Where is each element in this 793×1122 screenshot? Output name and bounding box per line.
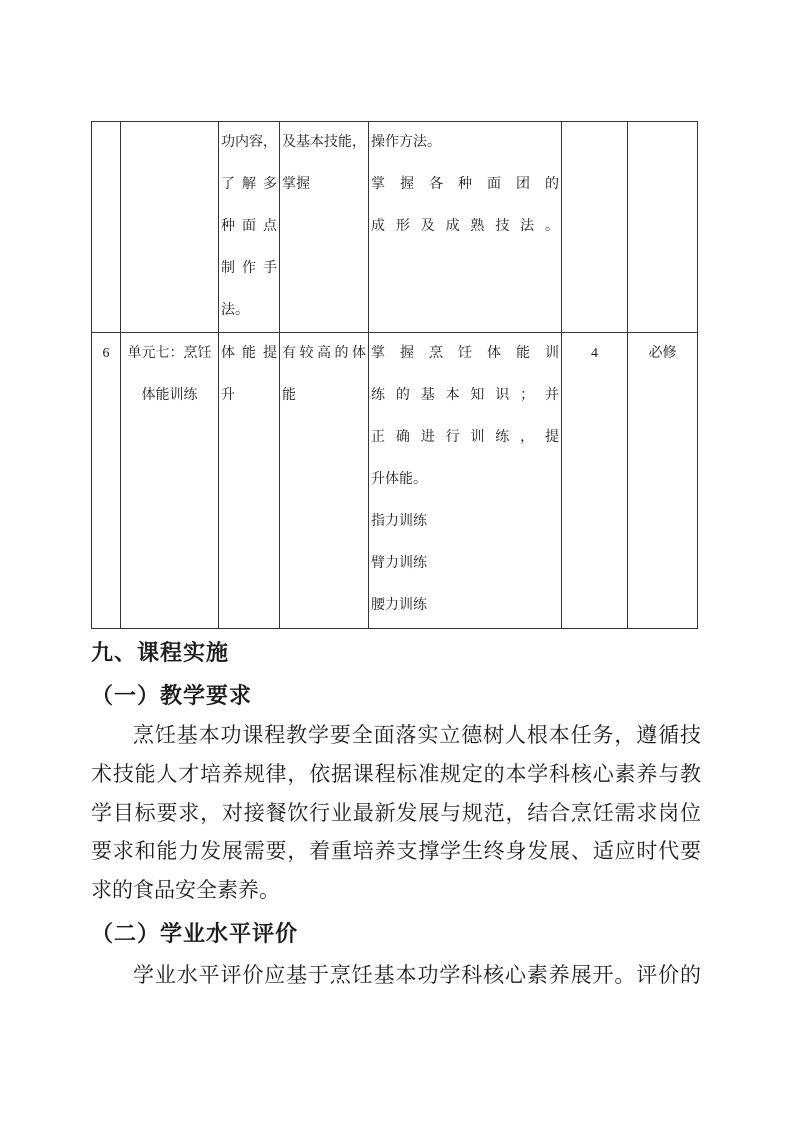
section-heading-implementation: 九、课程实施 bbox=[91, 640, 230, 665]
cell-line: 法。 bbox=[221, 303, 249, 318]
cell-line: 升体能。 bbox=[371, 472, 427, 487]
paragraph-teaching-requirements bbox=[91, 716, 701, 910]
cell-seq bbox=[92, 333, 121, 629]
cell-requirement-cont bbox=[280, 122, 369, 333]
cell-line: 成形及成熟技法。 bbox=[371, 219, 559, 234]
cell-line: 体能提 bbox=[221, 346, 277, 361]
paragraph-academic-evaluation bbox=[91, 956, 701, 995]
cell-line: 能 bbox=[282, 388, 296, 403]
cell-line: 了解多 bbox=[221, 177, 277, 192]
cell-line: 升 bbox=[221, 388, 235, 403]
cell-line: 臂力训练 bbox=[371, 556, 427, 571]
subheading-academic-evaluation: （二）学业水平评价 bbox=[91, 921, 299, 946]
table-row-unit7 bbox=[92, 333, 698, 629]
cell-line: 有较高的体 bbox=[282, 346, 366, 361]
cell-content bbox=[369, 333, 562, 629]
paragraph-line: 烹饪基本功课程教学要全面落实立德树人根本任务，遵循技 bbox=[133, 723, 701, 747]
table-row-continuation bbox=[92, 122, 698, 333]
paragraph-line: 学业水平评价应基于烹饪基本功学科核心素养展开。评价的 bbox=[133, 963, 701, 987]
paragraph-line: 要求和能力发展需要，着重培养支撑学生终身发展、适应时代要 bbox=[91, 839, 701, 864]
cell-unit-empty bbox=[121, 122, 219, 333]
cell-type-empty bbox=[628, 122, 698, 333]
cell-line: 腰力训练 bbox=[371, 598, 427, 613]
paragraph-line: 术技能人才培养规律，依据课程标准规定的本学科核心素养与教 bbox=[91, 761, 701, 786]
cell-line: 操作方法。 bbox=[371, 135, 441, 150]
paragraph-line: 学目标要求，对接餐饮行业最新发展与规范，结合烹饪需求岗位 bbox=[91, 800, 701, 825]
cell-content-cont bbox=[369, 122, 562, 333]
cell-line: 练的基本知识；并 bbox=[371, 388, 559, 403]
cell-line: 功内容， bbox=[221, 135, 277, 150]
cell-unit-name bbox=[121, 333, 219, 629]
cell-hours-empty bbox=[562, 122, 628, 333]
curriculum-table bbox=[91, 121, 698, 629]
cell-line: 掌握烹饪体能训 bbox=[371, 346, 559, 361]
cell-line: 6 bbox=[102, 346, 110, 361]
paragraph-line: 求的食品安全素养。 bbox=[91, 878, 280, 903]
cell-hours bbox=[562, 333, 628, 629]
cell-line: 体能训练 bbox=[141, 388, 198, 403]
cell-requirement bbox=[280, 333, 369, 629]
cell-objective-cont bbox=[219, 122, 280, 333]
cell-seq-empty bbox=[92, 122, 121, 333]
cell-line: 指力训练 bbox=[371, 514, 427, 529]
cell-line: 及基本技能， bbox=[282, 135, 366, 150]
cell-line: 正确进行训练，提 bbox=[371, 430, 559, 445]
cell-line: 4 bbox=[591, 346, 598, 361]
cell-objective bbox=[219, 333, 280, 629]
cell-line: 必修 bbox=[648, 346, 677, 361]
cell-line: 掌握各种面团的 bbox=[371, 177, 559, 192]
cell-line: 制作手 bbox=[221, 261, 277, 276]
cell-type bbox=[628, 333, 698, 629]
cell-line: 掌握 bbox=[282, 177, 310, 192]
subheading-teaching-requirements: （一）教学要求 bbox=[91, 683, 253, 708]
cell-line: 种面点 bbox=[221, 219, 277, 234]
cell-line: 单元七：烹饪 bbox=[127, 346, 212, 361]
